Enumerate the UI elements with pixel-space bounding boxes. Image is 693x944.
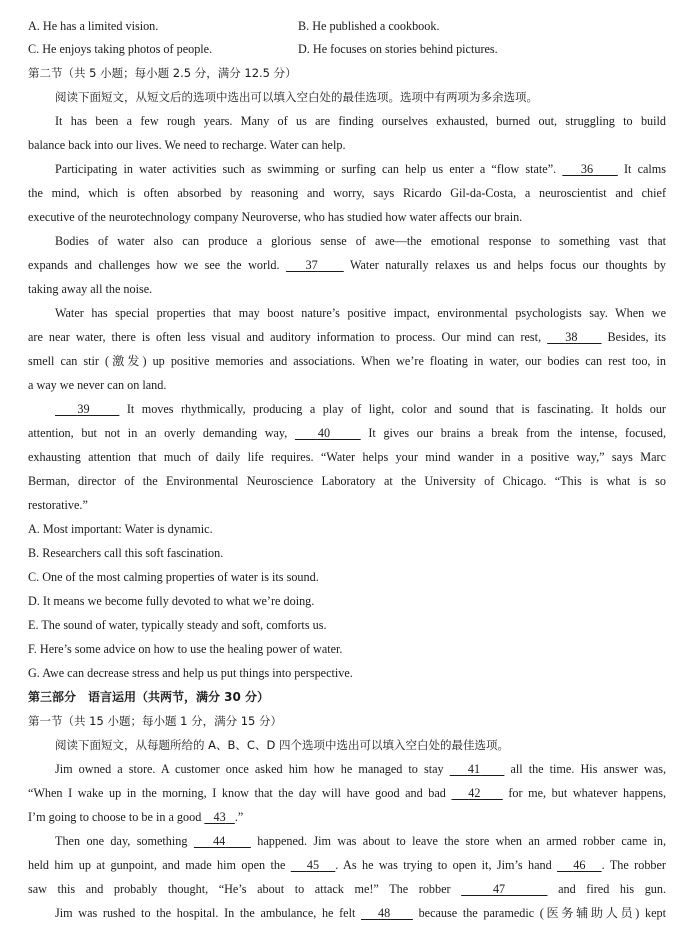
blank-39[interactable]: 39 <box>77 402 90 416</box>
part-heading: 第三部分 语言运用（共两节，满分 30 分） <box>28 690 270 704</box>
blank-48[interactable]: 48 <box>378 906 391 920</box>
choice-c: C. One of the most calming properties of water is its sound. <box>28 570 319 584</box>
passage-line: Participating in water activities such as swimming or surfing can help us enter a “flow state”. 36 It calms <box>55 162 667 176</box>
passage-line: Jim owned a store. A customer once asked him how he managed to stay 41 all the time. His answer was, <box>55 762 667 776</box>
passage-line: a way we never can on land. <box>28 378 167 392</box>
blank-38[interactable]: 38 <box>565 330 578 344</box>
passage-line: “When I wake up in the morning, I know that the day will have good and bad 42 for me, but whatever happens, <box>28 786 667 800</box>
passage-line: 39 It moves rhythmically, producing a play of light, color and sound that is fascinating. It holds our <box>55 401 666 417</box>
blank-42[interactable]: 42 <box>468 786 481 800</box>
passage-line: I’m going to choose to be in a good 43 .” <box>28 810 244 824</box>
blank-40[interactable]: 40 <box>317 426 331 440</box>
passage-line: expands and challenges how we see the world. 37 Water naturally relaxes us and helps focus our thoughts by <box>28 258 667 272</box>
option-d: D. He focuses on stories behind pictures. <box>298 42 498 56</box>
blank-43[interactable]: 43 <box>213 810 226 824</box>
blank-47[interactable]: 47 <box>492 882 506 896</box>
passage-line: restorative.” <box>28 498 88 512</box>
blank-44[interactable]: 44 <box>213 834 226 848</box>
choice-e: E. The sound of water, typically steady and soft, comforts us. <box>28 618 327 632</box>
blank-41[interactable]: 41 <box>467 762 481 776</box>
passage-line: Bodies of water also can produce a glorious sense of awe—the emotional response to something vast that <box>55 234 666 248</box>
passage-line: held him up at gunpoint, and made him open the 45 . As he was trying to open it, Jim’s hand 46 . The robber <box>28 858 666 872</box>
blank-37[interactable]: 37 <box>305 258 318 272</box>
passage-line: exhausting attention that much of daily life requires. “Water helps your mind wander in a positive way,” says Marc <box>28 450 666 464</box>
section-instruction: 阅读下面短文，从短文后的选项中选出可以填入空白处的最佳选项。选项中有两项为多余选项。 <box>55 90 538 104</box>
section-heading: 第二节（共 5 小题；每小题 2.5 分，满分 12.5 分） <box>28 66 297 80</box>
choice-a: A. Most important: Water is dynamic. <box>28 522 213 536</box>
choice-f: F. Here’s some advice on how to use the healing power of water. <box>28 642 343 656</box>
passage-line: saw this and probably thought, “He’s about to attack me!” The robber 47 and fired his gun. <box>28 882 667 896</box>
passage-line: smell can stir (激发) up positive memories and associations. When we’re floating in water, our bodies can rest too, in <box>28 354 666 368</box>
blank-36[interactable]: 36 <box>580 162 594 176</box>
blank-46[interactable]: 46 <box>573 858 586 872</box>
passage-line: Jim was rushed to the hospital. In the ambulance, he felt 48 because the paramedic (医务辅助人员) kept <box>55 906 667 920</box>
passage-line: the mind, which is often absorbed by reasoning and worry, says Ricardo Gil-da-Costa, a neuroscientist and chief <box>28 186 666 200</box>
passage-line: Then one day, something 44 happened. Jim was about to leave the store when an armed robber came in, <box>55 834 667 848</box>
passage-line: attention, but not in an overly demanding way, 40 It gives our brains a break from the intense, focused, <box>28 426 667 440</box>
passage-line: Water has special properties that may boost nature’s positive impact, environmental psychologists say. When we <box>55 306 666 320</box>
section-instruction: 阅读下面短文，从每题所给的 A、B、C、D 四个选项中选出可以填入空白处的最佳选项。 <box>55 738 509 752</box>
option-a: A. He has a limited vision. <box>28 19 159 33</box>
option-b: B. He published a cookbook. <box>298 19 440 33</box>
passage-line: Berman, director of the Environmental Neuroscience Laboratory at the University of Chicago. “This is what is so <box>28 474 666 488</box>
passage-line: taking away all the noise. <box>28 282 153 296</box>
choice-g: G. Awe can decrease stress and help us put things into perspective. <box>28 666 353 680</box>
passage-line: balance back into our lives. We need to recharge. Water can help. <box>28 138 346 152</box>
choice-d: D. It means we become fully devoted to what we’re doing. <box>28 594 315 608</box>
passage-line: are near water, there is often less visual and auditory information to process. Our mind can rest, 38 Besides, its <box>28 330 667 344</box>
option-c: C. He enjoys taking photos of people. <box>28 42 213 56</box>
passage-line: executive of the neurotechnology company Neuroverse, who has studied how water affects our brain. <box>28 210 523 224</box>
blank-45[interactable]: 45 <box>306 858 320 872</box>
choice-b: B. Researchers call this soft fascination. <box>28 546 224 560</box>
section-heading: 第一节（共 15 小题；每小题 1 分，满分 15 分） <box>28 714 283 728</box>
passage-line: It has been a few rough years. Many of us are finding ourselves exhausted, burned out, struggling to build <box>55 114 666 128</box>
